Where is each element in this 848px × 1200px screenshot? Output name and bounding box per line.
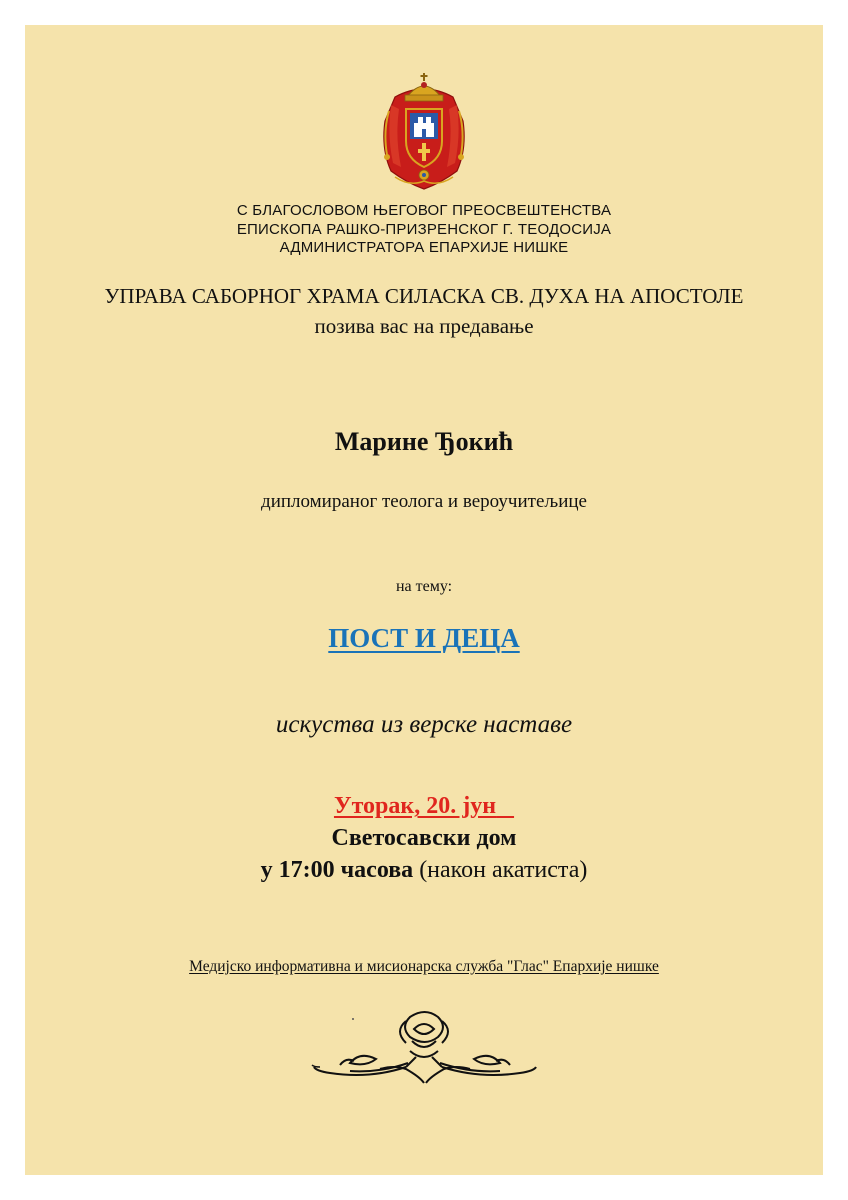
footer-credit: Медијско информативна и мисионарска служба "Глас" Епархије нишке xyxy=(189,958,659,975)
blessing-text xyxy=(25,202,823,258)
event-time-note: (након акатиста) xyxy=(413,857,588,883)
invitation-line: позива вас на предавање xyxy=(314,314,534,338)
celtic-knot-ornament-icon xyxy=(310,1007,540,1087)
event-date-text: Уторак, 20. јун xyxy=(333,793,497,819)
event-venue: Светосавски дом xyxy=(331,825,517,851)
blessing-line-3: АДМИНИСТРАТОРА ЕПАРХИЈЕ НИШКЕ xyxy=(279,239,569,256)
speaker-title: дипломираног теолога и вероучитељице xyxy=(261,491,587,512)
speaker-name: Марине Ђокић xyxy=(334,427,514,456)
event-time xyxy=(25,857,823,884)
blessing-line-1: С БЛАГОСЛОВОМ ЊЕГОВОГ ПРЕОСВЕШТЕНСТВА xyxy=(236,202,612,219)
blessing-line-2: ЕПИСКОПА РАШКО-ПРИЗРЕНСКОГ Г. ТЕОДОСИЈА xyxy=(236,220,612,238)
lecture-subtitle: искуства из верске наставе xyxy=(275,711,573,738)
poster xyxy=(25,25,823,1175)
event-time-main: у 17:00 часова xyxy=(260,857,414,883)
coat-of-arms-icon xyxy=(375,71,473,195)
topic-title: ПОСТ И ДЕЦА xyxy=(328,623,520,653)
topic-label: на тему: xyxy=(395,578,453,595)
organizer-line: УПРАВА САБОРНОГ ХРАМА СИЛАСКА СВ. ДУХА НА АПОСТОЛЕ xyxy=(104,284,744,308)
event-date xyxy=(25,793,823,820)
